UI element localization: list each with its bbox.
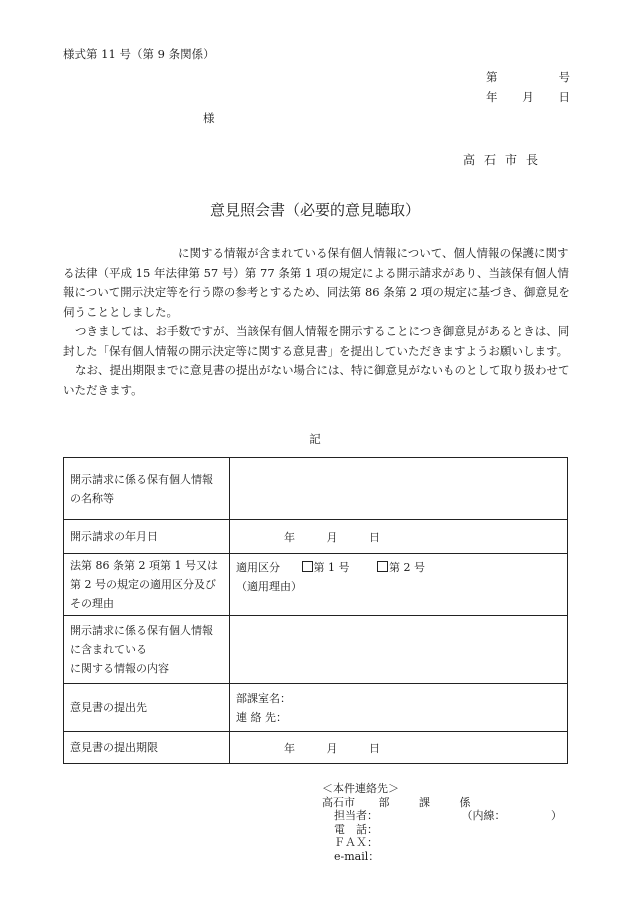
date-day: 日 bbox=[558, 90, 570, 104]
contact-fax: ＦＡＸ： bbox=[334, 836, 378, 849]
checkbox-1[interactable] bbox=[302, 561, 313, 572]
addressee-honorific: 様 bbox=[203, 111, 215, 125]
request-date-day: 日 bbox=[369, 530, 380, 544]
category-label: 適用区分 bbox=[236, 561, 280, 574]
sender-name: 高石市長 bbox=[463, 153, 548, 167]
date-year: 年 bbox=[486, 90, 498, 104]
deadline-month: 月 bbox=[326, 741, 338, 755]
row-value-submit-to bbox=[230, 684, 568, 732]
contact-org bbox=[322, 796, 562, 810]
table-row bbox=[64, 732, 568, 764]
body-paragraph-3: なお、提出期限までに意見書の提出がない場合には、特に御意見がないものとして取り扱わせていただきます。 bbox=[63, 363, 570, 397]
row-value-info-name bbox=[230, 458, 568, 520]
body-paragraph-2: つきましては、お手数ですが、当該保有個人情報を開示することにつき御意見があるときは、同封した「保有個人情報の開示決定等に関する意見書」を提出していただきますようお願いします。 bbox=[63, 324, 570, 358]
row-value-request-date bbox=[230, 520, 568, 554]
option-1 bbox=[302, 561, 350, 574]
org-section: 課 bbox=[419, 795, 430, 809]
row-value-deadline bbox=[230, 732, 568, 764]
deadline-day: 日 bbox=[369, 741, 380, 755]
table-row bbox=[64, 520, 568, 554]
document-title: 意見照会書（必要的意見聴取） bbox=[209, 201, 420, 219]
person-label: 担当者： bbox=[334, 809, 378, 822]
details-table bbox=[63, 457, 568, 764]
form-number: 様式第 11 号（第 9 条関係） bbox=[63, 47, 215, 61]
ki-heading: 記 bbox=[309, 432, 321, 446]
row-label-category: 法第 86 条第 2 項第 1 号又は第 2 号の規定の適用区分及びその理由 bbox=[64, 554, 230, 616]
option-2 bbox=[377, 561, 425, 574]
table-row bbox=[64, 684, 568, 732]
request-date-month: 月 bbox=[326, 530, 338, 544]
contact-label: 連 絡 先： bbox=[236, 710, 287, 724]
row-label-content bbox=[64, 616, 230, 684]
document-date-line bbox=[486, 89, 570, 105]
row-label-content-line2: に含まれている bbox=[70, 643, 147, 656]
reason-label: （適用理由） bbox=[236, 580, 302, 593]
row-value-category bbox=[230, 554, 568, 616]
date-month: 月 bbox=[522, 90, 534, 104]
category-line bbox=[236, 558, 561, 577]
row-label-content-line3: に関する情報の内容 bbox=[70, 662, 169, 675]
row-label-info-name: 開示請求に係る保有個人情報の名称等 bbox=[64, 458, 230, 520]
option-2-label: 第 2 号 bbox=[389, 561, 425, 574]
contact-email: e-mail： bbox=[334, 849, 380, 863]
row-label-deadline: 意見書の提出期限 bbox=[64, 732, 230, 764]
body-paragraph-1: に関する情報が含まれている保有個人情報について、個人情報の保護に関する法律（平成 15 年法律第 57 号）第 77 条第 1 項の規定による開示請求があり、当該保有個人情報について開示決定等を行う際の参考とするため、同法第 86 条第 2 項の規定に基づき、御意見を伺うこととしました。 bbox=[63, 246, 570, 319]
table-row bbox=[64, 458, 568, 520]
number-suffix: 号 bbox=[558, 70, 570, 84]
row-label-request-date: 開示請求の年月日 bbox=[64, 520, 230, 554]
request-date-year: 年 bbox=[284, 530, 295, 544]
extension-close: ） bbox=[551, 809, 562, 822]
row-label-content-line1: 開示請求に係る保有個人情報 bbox=[70, 624, 213, 637]
contact-person bbox=[322, 809, 562, 823]
table-row bbox=[64, 616, 568, 684]
deadline-year: 年 bbox=[284, 741, 295, 755]
dept-label: 部課室名： bbox=[236, 691, 291, 705]
org-unit: 係 bbox=[459, 795, 471, 809]
contact-phone: 電 話： bbox=[334, 822, 378, 836]
number-prefix: 第 bbox=[486, 70, 498, 84]
table-row bbox=[64, 554, 568, 616]
checkbox-2[interactable] bbox=[377, 561, 388, 572]
option-1-label: 第 1 号 bbox=[313, 561, 350, 574]
row-label-submit-to: 意見書の提出先 bbox=[64, 684, 230, 732]
document-number-line bbox=[486, 69, 570, 85]
contact-block bbox=[322, 782, 562, 863]
row-value-content bbox=[230, 616, 568, 684]
contact-heading: ＜本件連絡先＞ bbox=[322, 782, 399, 795]
extension-open: （内線： bbox=[461, 809, 506, 822]
org-city: 高石市 bbox=[322, 795, 355, 809]
body-text bbox=[63, 244, 570, 400]
org-dept: 部 bbox=[378, 795, 390, 809]
